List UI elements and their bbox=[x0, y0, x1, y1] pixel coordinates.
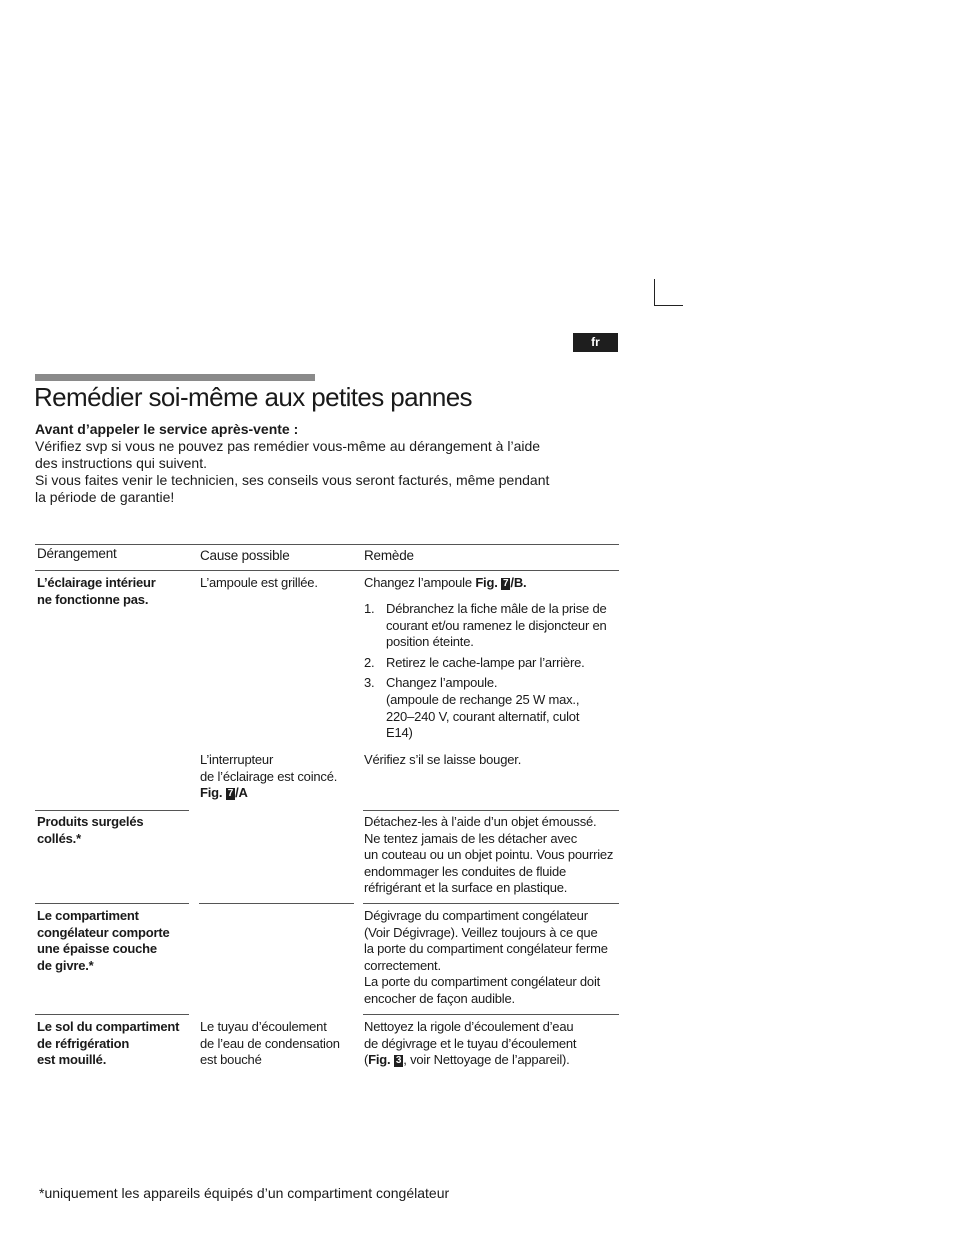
row4-cause-line: de l’eau de condensation bbox=[200, 1035, 340, 1051]
crop-mark-horizontal bbox=[654, 305, 683, 306]
row4-remedy-line: de dégivrage et le tuyau d’écoulement bbox=[364, 1035, 577, 1051]
step-line: 220–240 V, courant alternatif, culot bbox=[386, 708, 580, 724]
row2-remedy-line: Détachez-les à l’aide d’un objet émoussé. bbox=[364, 814, 597, 829]
row4-cause-line: est bouché bbox=[200, 1052, 262, 1068]
row-rule bbox=[363, 810, 619, 811]
row1-remedy-a bbox=[364, 575, 619, 592]
step-line: Débranchez la fiche mâle de la prise de bbox=[386, 601, 607, 616]
step-line: Retirez le cache-lampe par l’arrière. bbox=[386, 654, 585, 670]
row3-remedy-line: Dégivrage du compartiment congélateur bbox=[364, 908, 588, 923]
row2-remedy-line: réfrigérant et la surface en plastique. bbox=[364, 880, 568, 896]
row-rule bbox=[35, 1014, 189, 1015]
row3-remedy-line: La porte du compartiment congélateur doit bbox=[364, 974, 601, 990]
step-line: position éteinte. bbox=[386, 634, 474, 650]
row4-remedy-line: , voir Nettoyage de l’appareil). bbox=[403, 1052, 570, 1068]
header-rule bbox=[35, 570, 619, 571]
row1-remedy-a-text: Changez l’ampoule bbox=[364, 575, 476, 590]
step-line: (ampoule de rechange 25 W max., bbox=[386, 691, 580, 707]
row1-cause-a: L’ampoule est grillée. bbox=[200, 575, 318, 590]
figure-number-badge: 3 bbox=[395, 1055, 402, 1067]
row3-remedy-line: encocher de façon audible. bbox=[364, 990, 515, 1006]
crop-mark-vertical bbox=[654, 279, 655, 306]
row1-cause-b bbox=[200, 752, 360, 802]
figure-label: Fig. bbox=[200, 785, 223, 801]
row4-problem bbox=[37, 1019, 197, 1069]
footnote: *uniquement les appareils équipés d’un compartiment congélateur bbox=[39, 1185, 450, 1201]
language-badge: fr bbox=[573, 333, 618, 352]
intro-line: Si vous faites venir le technicien, ses conseils vous seront facturés, même pendant bbox=[35, 472, 550, 488]
figure-label: Fig. bbox=[475, 575, 498, 590]
intro-lead: Avant d’appeler le service après-vente : bbox=[35, 421, 299, 437]
header-cause: Cause possible bbox=[200, 548, 290, 563]
row3-remedy bbox=[364, 908, 619, 1008]
row3-remedy-line: la porte du compartiment congélateur ferme bbox=[364, 941, 608, 957]
row-rule bbox=[363, 903, 619, 904]
table-top-rule bbox=[35, 544, 619, 545]
figure-number-badge: 7 bbox=[503, 578, 509, 589]
step-line: E14) bbox=[386, 725, 413, 741]
header-remedy: Remède bbox=[364, 548, 414, 563]
row1-problem-line: ne fonctionne pas. bbox=[37, 591, 149, 607]
header-problem: Dérangement bbox=[37, 546, 117, 561]
step-line: Changez l’ampoule. bbox=[386, 675, 498, 691]
row4-remedy-line: Nettoyez la rigole d’écoulement d’eau bbox=[364, 1019, 574, 1034]
figure-label: Fig. bbox=[368, 1052, 391, 1068]
row1-cause-b-line: L’interrupteur bbox=[200, 752, 274, 767]
row3-problem-line: Le compartiment bbox=[37, 908, 139, 923]
row2-remedy-line: un couteau ou un objet pointu. Vous pourriez bbox=[364, 847, 614, 863]
row4-problem-line: de réfrigération bbox=[37, 1035, 130, 1051]
intro-line: la période de garantie! bbox=[35, 489, 175, 505]
step-line: courant et/ou ramenez le disjoncteur en bbox=[386, 617, 607, 633]
intro-paragraph-1 bbox=[35, 438, 605, 472]
intro-section bbox=[35, 421, 605, 506]
page-title: Remédier soi-même aux petites pannes bbox=[34, 382, 472, 412]
row3-problem-line: une épaisse couche bbox=[37, 941, 157, 957]
row2-remedy bbox=[364, 814, 619, 897]
step-number: 2. bbox=[364, 654, 375, 670]
figure-number-badge: 7 bbox=[227, 788, 234, 800]
row4-problem-line: est mouillé. bbox=[37, 1052, 107, 1068]
row2-problem-line: Produits surgelés bbox=[37, 814, 144, 829]
step-item bbox=[364, 601, 619, 651]
row-rule bbox=[363, 1014, 619, 1015]
row1-cause-b-line: de l’éclairage est coincé. bbox=[200, 768, 338, 784]
row2-problem bbox=[37, 814, 197, 847]
intro-paragraph-2 bbox=[35, 472, 605, 506]
row4-remedy-paren: ( bbox=[364, 1052, 369, 1068]
row4-problem-line: Le sol du compartiment bbox=[37, 1019, 180, 1034]
figure-suffix: /B. bbox=[510, 575, 527, 590]
row2-problem-line: collés.* bbox=[37, 830, 81, 846]
step-item bbox=[364, 675, 619, 741]
row3-problem-line: de givre.* bbox=[37, 957, 94, 973]
row4-cause bbox=[200, 1019, 360, 1069]
step-item bbox=[364, 655, 619, 672]
row3-remedy-line: correctement. bbox=[364, 957, 441, 973]
step-number: 3. bbox=[364, 675, 375, 691]
row-rule bbox=[35, 810, 189, 811]
row4-cause-line: Le tuyau d’écoulement bbox=[200, 1019, 327, 1034]
row-rule bbox=[199, 903, 354, 904]
row2-remedy-line: endommager les conduites de fluide bbox=[364, 863, 567, 879]
row-rule bbox=[35, 903, 189, 904]
row2-remedy-line: Ne tentez jamais de les détacher avec bbox=[364, 830, 577, 846]
intro-line: Vérifiez svp si vous ne pouvez pas remédier vous-même au dérangement à l’aide bbox=[35, 438, 541, 454]
row1-problem-line: L’éclairage intérieur bbox=[37, 575, 156, 590]
row3-problem-line: congélateur comporte bbox=[37, 924, 170, 940]
step-number: 1. bbox=[364, 601, 375, 616]
row3-problem bbox=[37, 908, 197, 974]
title-accent-bar bbox=[35, 374, 315, 381]
row3-remedy-line: (Voir Dégivrage). Veillez toujours à ce que bbox=[364, 924, 598, 940]
row4-remedy bbox=[364, 1019, 619, 1069]
intro-line: des instructions qui suivent. bbox=[35, 455, 207, 471]
row1-problem bbox=[37, 575, 197, 608]
row1-steps bbox=[364, 601, 619, 746]
row1-remedy-b: Vérifiez s’il se laisse bouger. bbox=[364, 752, 522, 767]
figure-suffix: /A bbox=[235, 785, 248, 801]
